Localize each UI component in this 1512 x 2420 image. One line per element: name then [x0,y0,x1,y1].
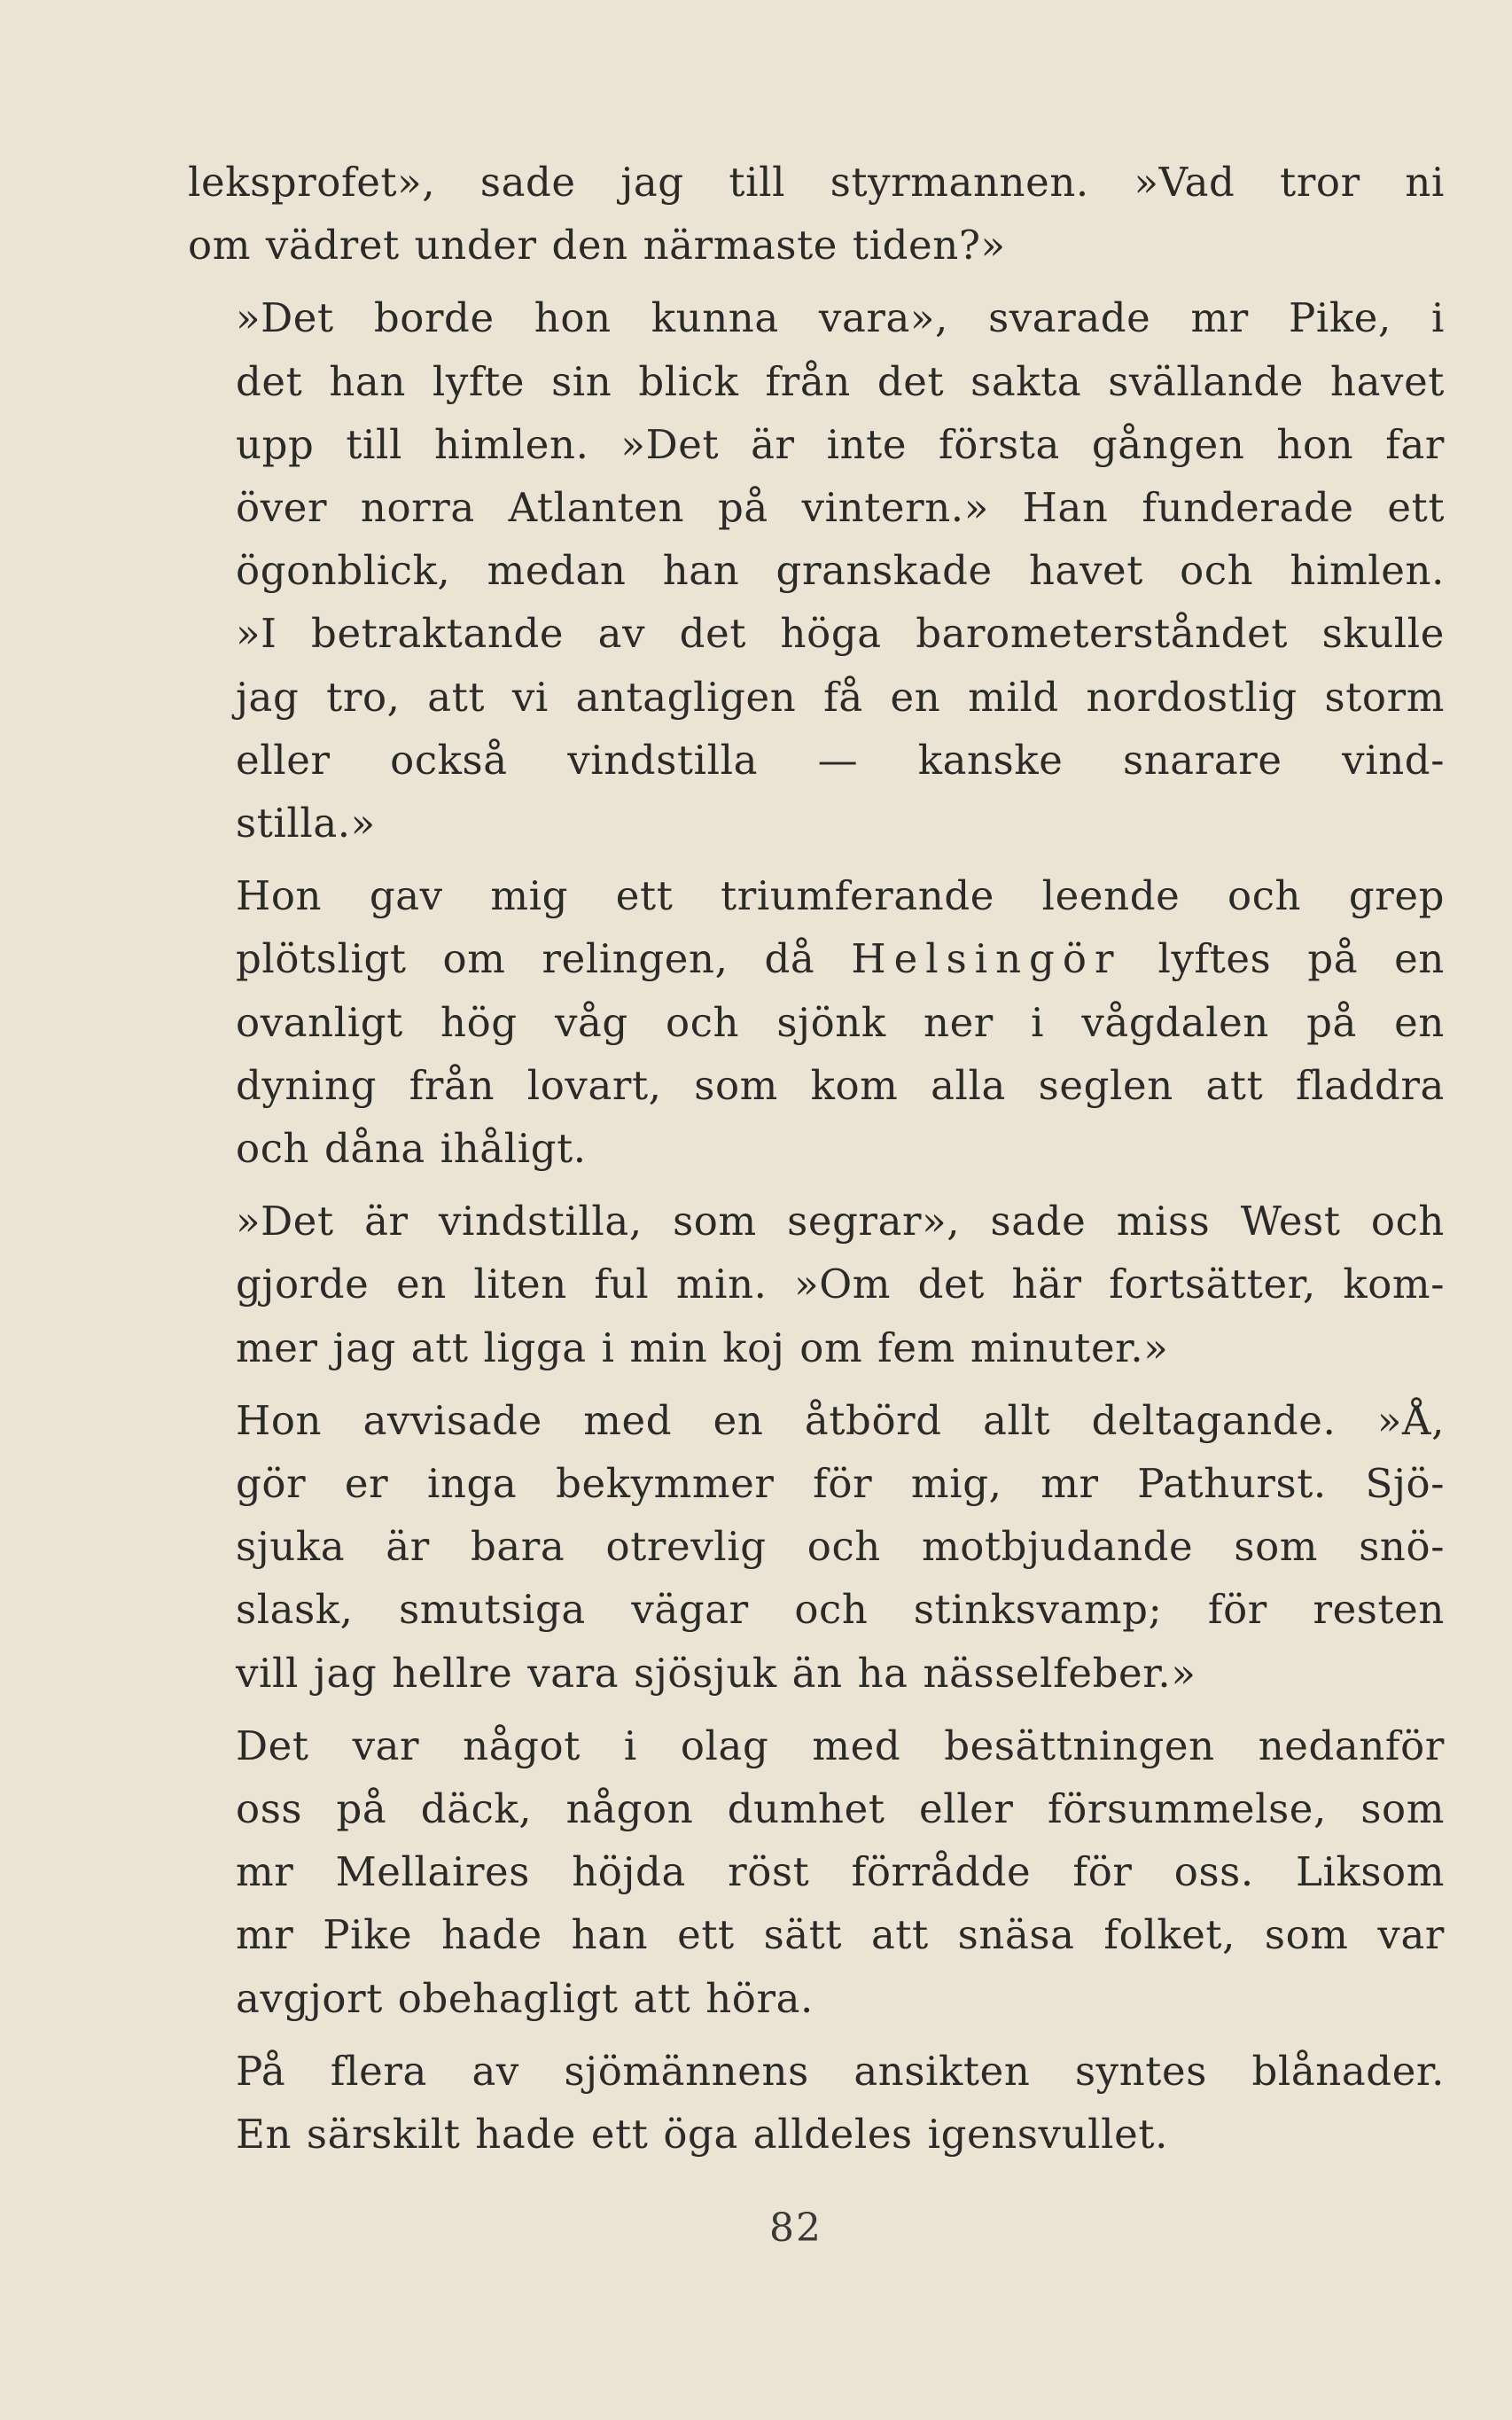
paragraph-3 [188,864,1445,1180]
text-line: sjuka är bara otrevlig och motbjudande som snö- [236,1523,1445,1571]
text-line: gjorde en liten ful min. »Om det här fortsätter, kom- [236,1261,1445,1308]
text-line-ship [188,927,1445,990]
text-line: mr Mellaires höjda röst förrådde för oss. Liksom [236,1848,1445,1896]
text-line: »I betraktande av det höga barometerståndet skulle [236,610,1445,658]
paragraph-1 [188,151,1445,277]
text-line: En särskilt hade ett öga alldeles igensvullet. [236,2111,1168,2158]
text-line: oss på däck, någon dumhet eller försummelse, som [236,1785,1445,1833]
text-line: jag tro, att vi antagligen få en mild nordostlig storm [236,673,1445,721]
body-text [188,151,1445,2166]
text-line: stilla.» [236,800,376,847]
paragraph-2 [188,286,1445,855]
text-line: vill jag hellre vara sjösjuk än ha nässelfeber.» [236,1649,1196,1697]
paragraph-6 [188,1714,1445,2030]
text-line: och dåna ihåligt. [236,1125,587,1173]
text-line: slask, smutsiga vägar och stinksvamp; för resten [236,1586,1445,1634]
text-line: det han lyfte sin blick från det sakta svällande havet [236,357,1445,405]
text-line: Det var något i olag med besättningen nedanför [236,1721,1445,1769]
paragraph-5 [188,1389,1445,1705]
text-line: dyning från lovart, som kom alla seglen att fladdra [236,1061,1445,1109]
paragraph-7 [188,2040,1445,2166]
ship-name: Helsingör [851,935,1122,983]
text-line: eller också vindstilla — kanske snarare vind- [236,736,1445,784]
text-fragment: lyftes på en [1121,935,1445,983]
text-line: gör er inga bekymmer för mig, mr Pathurst. Sjö- [236,1460,1445,1508]
text-line: ögonblick, medan han granskade havet och himlen. [236,547,1445,595]
text-line: »Det borde hon kunna vara», svarade mr Pike, i [236,294,1445,342]
page-number: 82 [769,2205,822,2251]
text-line: över norra Atlanten på vintern.» Han funderade ett [236,484,1445,532]
text-fragment: plötsligt om relingen, då [236,935,852,983]
paragraph-4 [188,1190,1445,1379]
text-line: Hon gav mig ett triumferande leende och grep [236,872,1445,920]
text-line: leksprofet», sade jag till styrmannen. »Vad tror ni [188,159,1445,206]
text-line: Hon avvisade med en åtbörd allt deltagande. »Å, [236,1396,1445,1444]
text-line: mer jag att ligga i min koj om fem minuter.» [236,1323,1169,1371]
text-line: mr Pike hade han ett sätt att snäsa folket, som var [236,1911,1445,1959]
text-line: ovanligt hög våg och sjönk ner i vågdalen på en [236,998,1445,1046]
text-line: På flera av sjömännens ansikten syntes blånader. [236,2047,1445,2095]
text-line: »Det är vindstilla, som segrar», sade miss West och [236,1198,1445,1245]
text-line: upp till himlen. »Det är inte första gången hon far [236,420,1445,468]
text-line: avgjort obehagligt att höra. [236,1974,814,2022]
text-line: om vädret under den närmaste tiden?» [188,222,1006,269]
